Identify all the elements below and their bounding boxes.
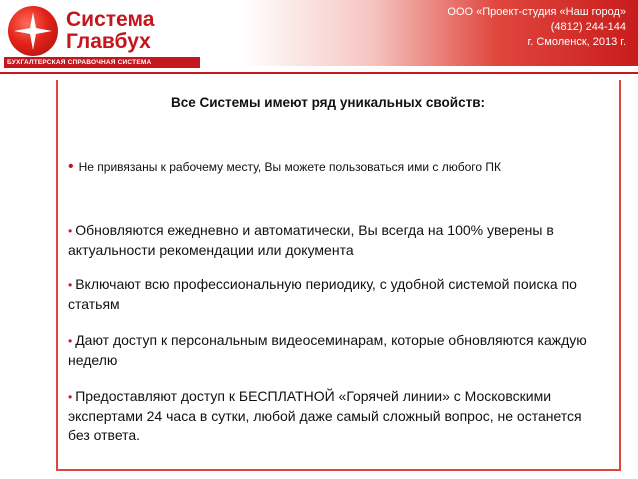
slide-header <box>0 0 638 73</box>
logo-area <box>0 0 200 73</box>
logo-line-1: Система <box>66 8 155 31</box>
logo-title <box>66 9 154 53</box>
company-phone: (4812) 244-144 <box>550 21 626 33</box>
list-item-text: Предоставляют доступ к БЕСПЛАТНОЙ «Горячей линии» с Московскими экспертами 24 часа в сутки, любой даже самый сложный вопрос, не останется без ответа. <box>68 388 582 443</box>
list-item <box>68 158 588 176</box>
list-item <box>68 275 588 314</box>
company-info <box>386 5 626 50</box>
header-divider <box>0 72 638 74</box>
list-item <box>68 331 588 370</box>
list-item <box>68 387 588 445</box>
list-item-text: Дают доступ к персональным видеосеминарам, которые обновляются каждую неделю <box>68 332 587 368</box>
bullet-icon: • <box>68 334 73 348</box>
logo-star-icon <box>8 6 58 56</box>
bullet-icon: • <box>68 158 74 175</box>
list-item-text: Включают всю профессиональную периодику, с удобной системой поиска по статьям <box>68 276 577 312</box>
list-item-text: Обновляются ежедневно и автоматически, Вы всегда на 100% уверены в актуальности рекомендации или документа <box>68 222 554 258</box>
logo-subtitle: БУХГАЛТЕРСКАЯ СПРАВОЧНАЯ СИСТЕМА <box>4 57 200 68</box>
bullet-icon: • <box>68 278 73 292</box>
company-name: ООО «Проект-студия «Наш город» <box>447 6 626 18</box>
bullet-icon: • <box>68 224 73 238</box>
bullet-icon: • <box>68 390 73 404</box>
list-item <box>68 221 588 260</box>
company-city: г. Смоленск, 2013 г. <box>527 36 626 48</box>
slide-title: Все Системы имеют ряд уникальных свойств: <box>170 95 486 110</box>
logo-line-2: Главбух <box>66 30 151 53</box>
list-item-text: Не привязаны к рабочему месту, Вы можете пользоваться ими с любого ПК <box>78 160 502 174</box>
